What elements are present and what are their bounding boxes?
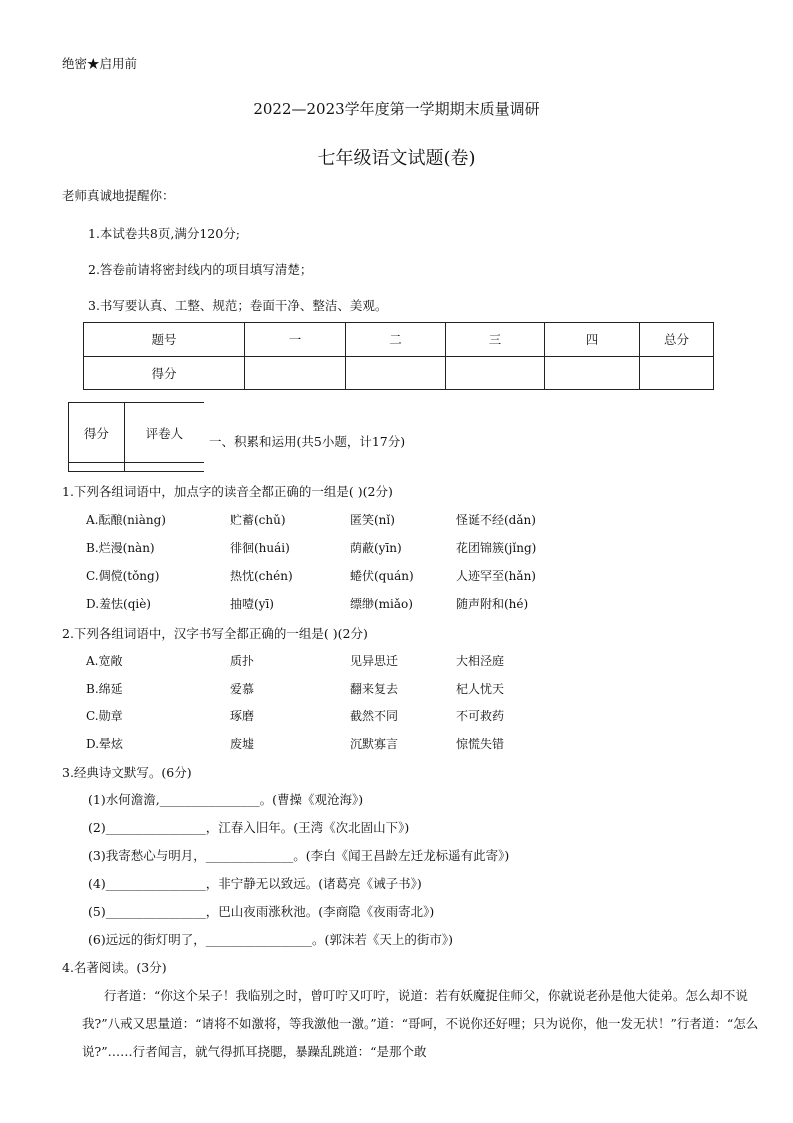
- option-word: 花团锦簇(jǐng): [456, 541, 537, 555]
- option-word: 热忱(chén): [230, 569, 293, 583]
- grader-score-cell[interactable]: [69, 463, 125, 472]
- reminder-item: 1.本试卷共8页,满分120分;: [88, 226, 240, 241]
- option-word: 琢磨: [230, 709, 255, 723]
- reminder-item: 3.书写要认真、工整、规范；卷面干净、整洁、美观。: [88, 298, 388, 313]
- grader-score-label: 得分: [69, 403, 125, 463]
- reminder-item: 2.答卷前请将密封线内的项目填写清楚；: [88, 262, 313, 277]
- exam-title: 2022—2023学年度第一学期期末质量调研: [253, 100, 540, 118]
- score-row-label: 得分: [84, 356, 245, 390]
- option-word: 随声附和(hé): [456, 597, 529, 611]
- option-word: D.羞怯(qiè): [86, 597, 151, 611]
- score-table-header-row: [84, 323, 714, 357]
- option-word: 沉默寡言: [350, 737, 399, 751]
- grader-name-cell[interactable]: [124, 463, 204, 472]
- question-3-stem: 3.经典诗文默写。(6分): [62, 765, 192, 780]
- option-word: D.晕炫: [86, 737, 124, 751]
- poem-fill-item: (6)远远的街灯明了，_________________。(郭沫若《天上的街市》): [88, 932, 453, 947]
- score-table-header: 题号: [84, 323, 245, 357]
- poem-fill-item: (2)________________，江春入旧年。(王湾《次北固山下》): [88, 820, 410, 835]
- option-word: A.酝酿(niàng): [86, 513, 166, 527]
- score-table-header: 总分: [640, 323, 714, 357]
- option-word: 贮蓄(chǔ): [230, 513, 286, 527]
- option-word: 徘徊(huái): [230, 541, 290, 555]
- option-word: 人迹罕至(hǎn): [456, 569, 536, 583]
- option-word: 翻来复去: [350, 682, 399, 696]
- option-word: B.绵延: [86, 682, 123, 696]
- option-word: 质扑: [230, 654, 255, 668]
- option-word: 抽噎(yī): [230, 597, 274, 611]
- option-word: 惊慌失错: [456, 737, 505, 751]
- score-table-header: 三: [446, 323, 545, 357]
- score-cell[interactable]: [545, 356, 640, 390]
- option-word: C.勋章: [86, 709, 123, 723]
- option-word: 不可救药: [456, 709, 505, 723]
- score-cell[interactable]: [640, 356, 714, 390]
- question-4-stem: 4.名著阅读。(3分): [62, 960, 167, 975]
- score-cell[interactable]: [446, 356, 545, 390]
- option-word: B.烂漫(nàn): [86, 541, 155, 555]
- score-cell[interactable]: [346, 356, 446, 390]
- option-word: 截然不同: [350, 709, 399, 723]
- option-word: 蜷伏(quán): [350, 569, 414, 583]
- poem-fill-item: (1)水何澹澹,________________。(曹操《观沧海》): [88, 792, 364, 807]
- option-word: 匿笑(nǐ): [350, 513, 395, 527]
- grader-label: 评卷人: [124, 403, 204, 463]
- reading-passage: 行者道：“你这个呆子！我临别之时，曾叮咛又叮咛，说道：若有妖魔捉住师父，你就说老孙是他大徒弟。怎么却不说我?”八戒又思量道：“请将不如激将，等我激他一激。”道：“哥呵，不说你还好哩；只为说你，他一发无状！”行者道：“怎么说?”……行者闻言，就气得抓耳挠腮，暴躁乱跳道：“是那个敢: [82, 988, 759, 1059]
- score-table-row: [84, 356, 714, 390]
- question-2-stem: 2.下列各组词语中，汉字书写全都正确的一组是( )(2分): [62, 626, 368, 641]
- confidential-label: 绝密★启用前: [62, 56, 138, 71]
- reminder-heading: 老师真诚地提醒你：: [62, 188, 175, 203]
- question-1-stem: 1.下列各组词语中，加点字的读音全都正确的一组是( )(2分): [62, 484, 393, 499]
- score-table-header: 一: [245, 323, 346, 357]
- section-title: 一、积累和运用(共5小题，计17分): [209, 434, 406, 449]
- option-word: 废墟: [230, 737, 255, 751]
- option-word: 荫蔽(yīn): [350, 541, 402, 555]
- score-cell[interactable]: [245, 356, 346, 390]
- poem-fill-item: (5)________________，巴山夜雨涨秋池。(李商隐《夜雨寄北》): [88, 904, 435, 919]
- option-word: 缥缈(miǎo): [350, 597, 413, 611]
- option-word: 见异思迁: [350, 654, 399, 668]
- score-table: [83, 322, 714, 390]
- option-word: A.宽敞: [86, 654, 123, 668]
- exam-subtitle: 七年级语文试题(卷): [317, 148, 476, 169]
- grader-table: [68, 402, 204, 472]
- option-word: 爱慕: [230, 682, 255, 696]
- poem-fill-item: (3)我寄愁心与明月，______________。(李白《闻王昌龄左迁龙标遥有此寄》): [88, 848, 510, 863]
- score-table-header: 四: [545, 323, 640, 357]
- score-table-header: 二: [346, 323, 446, 357]
- option-word: 怪诞不经(dǎn): [456, 513, 536, 527]
- poem-fill-item: (4)________________，非宁静无以致远。(诸葛亮《诫子书》): [88, 876, 422, 891]
- option-word: 大相泾庭: [456, 654, 505, 668]
- option-word: C.倜傥(tǒng): [86, 569, 160, 583]
- option-word: 杞人忧天: [456, 682, 505, 696]
